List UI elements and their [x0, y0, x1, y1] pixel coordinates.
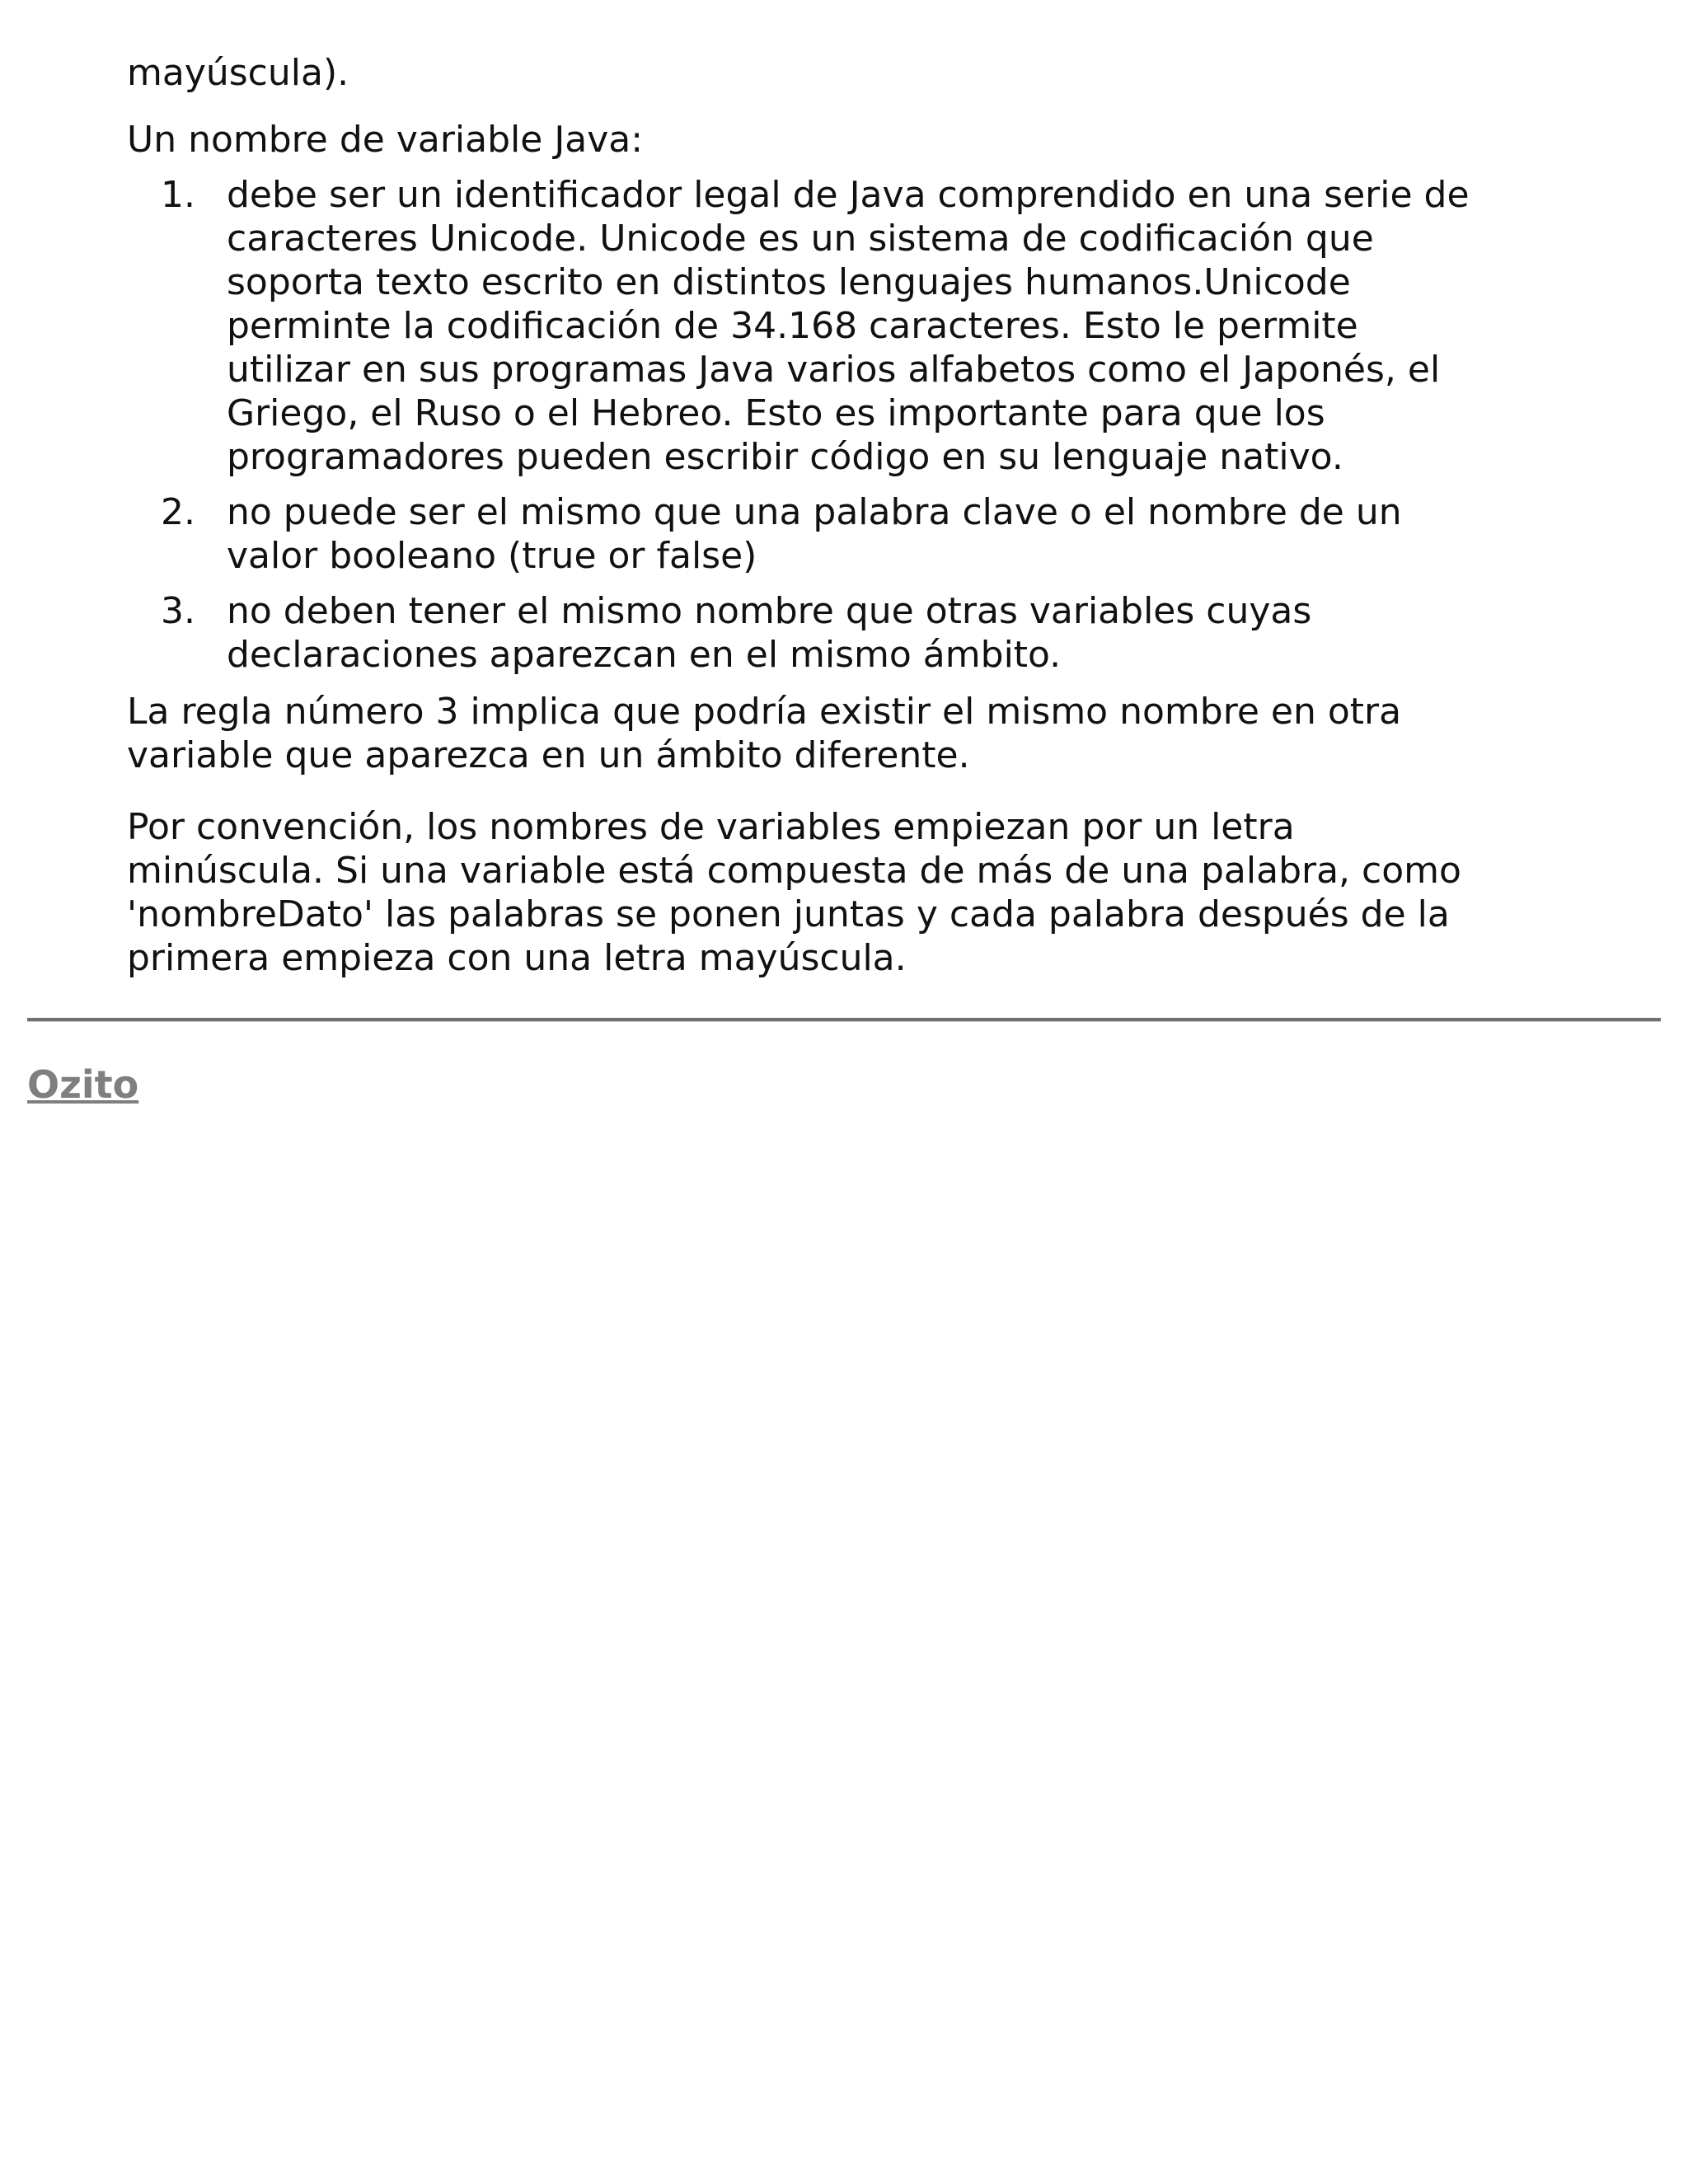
rule-line: valor booleano (true or false) [227, 535, 757, 577]
rule-line: declaraciones aparezcan en el mismo ámbito. [227, 634, 1062, 676]
rule-number: 2. [161, 491, 195, 533]
paragraph-line: Por convención, los nombres de variables empiezan por un letra [127, 806, 1295, 848]
rule-line: perminte la codificación de 34.168 caracteres. Esto le permite [227, 305, 1358, 347]
document-body [127, 51, 1594, 980]
ozito-link[interactable]: Ozito [27, 1062, 139, 1107]
rule-line: no deben tener el mismo nombre que otras variables cuyas [227, 590, 1312, 632]
rule-item-1 [127, 173, 1594, 479]
rule-line: soporta texto escrito en distintos lenguajes humanos.Unicode [227, 261, 1351, 303]
rule-line: programadores pueden escribir código en su lenguaje nativo. [227, 436, 1343, 478]
paragraph-line: La regla número 3 implica que podría existir el mismo nombre en otra [127, 691, 1402, 733]
naming-convention-paragraph [127, 805, 1594, 980]
rule-number: 1. [161, 174, 195, 216]
rule-line: Griego, el Ruso o el Hebreo. Esto es importante para que los [227, 392, 1325, 434]
paragraph-line: minúscula. Si una variable está compuesta de más de una palabra, como [127, 850, 1461, 892]
rule-line: caracteres Unicode. Unicode es un sistema de codificación que [227, 218, 1374, 260]
variable-name-intro: Un nombre de variable Java: [127, 119, 644, 161]
variable-rules-list [127, 173, 1594, 677]
rule-3-note [127, 690, 1594, 777]
paragraph-line: primera empieza con una letra mayúscula. [127, 937, 907, 979]
rule-item-3 [127, 589, 1594, 677]
rule-line: utilizar en sus programas Java varios alfabetos como el Japonés, el [227, 349, 1441, 391]
rule-line: no puede ser el mismo que una palabra clave o el nombre de un [227, 491, 1402, 533]
rule-number: 3. [161, 590, 195, 632]
rule-line: debe ser un identificador legal de Java comprendido en una serie de [227, 174, 1470, 216]
paragraph-line: 'nombreDato' las palabras se ponen juntas y cada palabra después de la [127, 893, 1450, 935]
rule-item-2 [127, 490, 1594, 578]
paragraph-line: variable que aparezca en un ámbito diferente. [127, 734, 970, 776]
lead-fragment: mayúscula). [127, 52, 349, 94]
horizontal-rule [27, 1018, 1661, 1022]
